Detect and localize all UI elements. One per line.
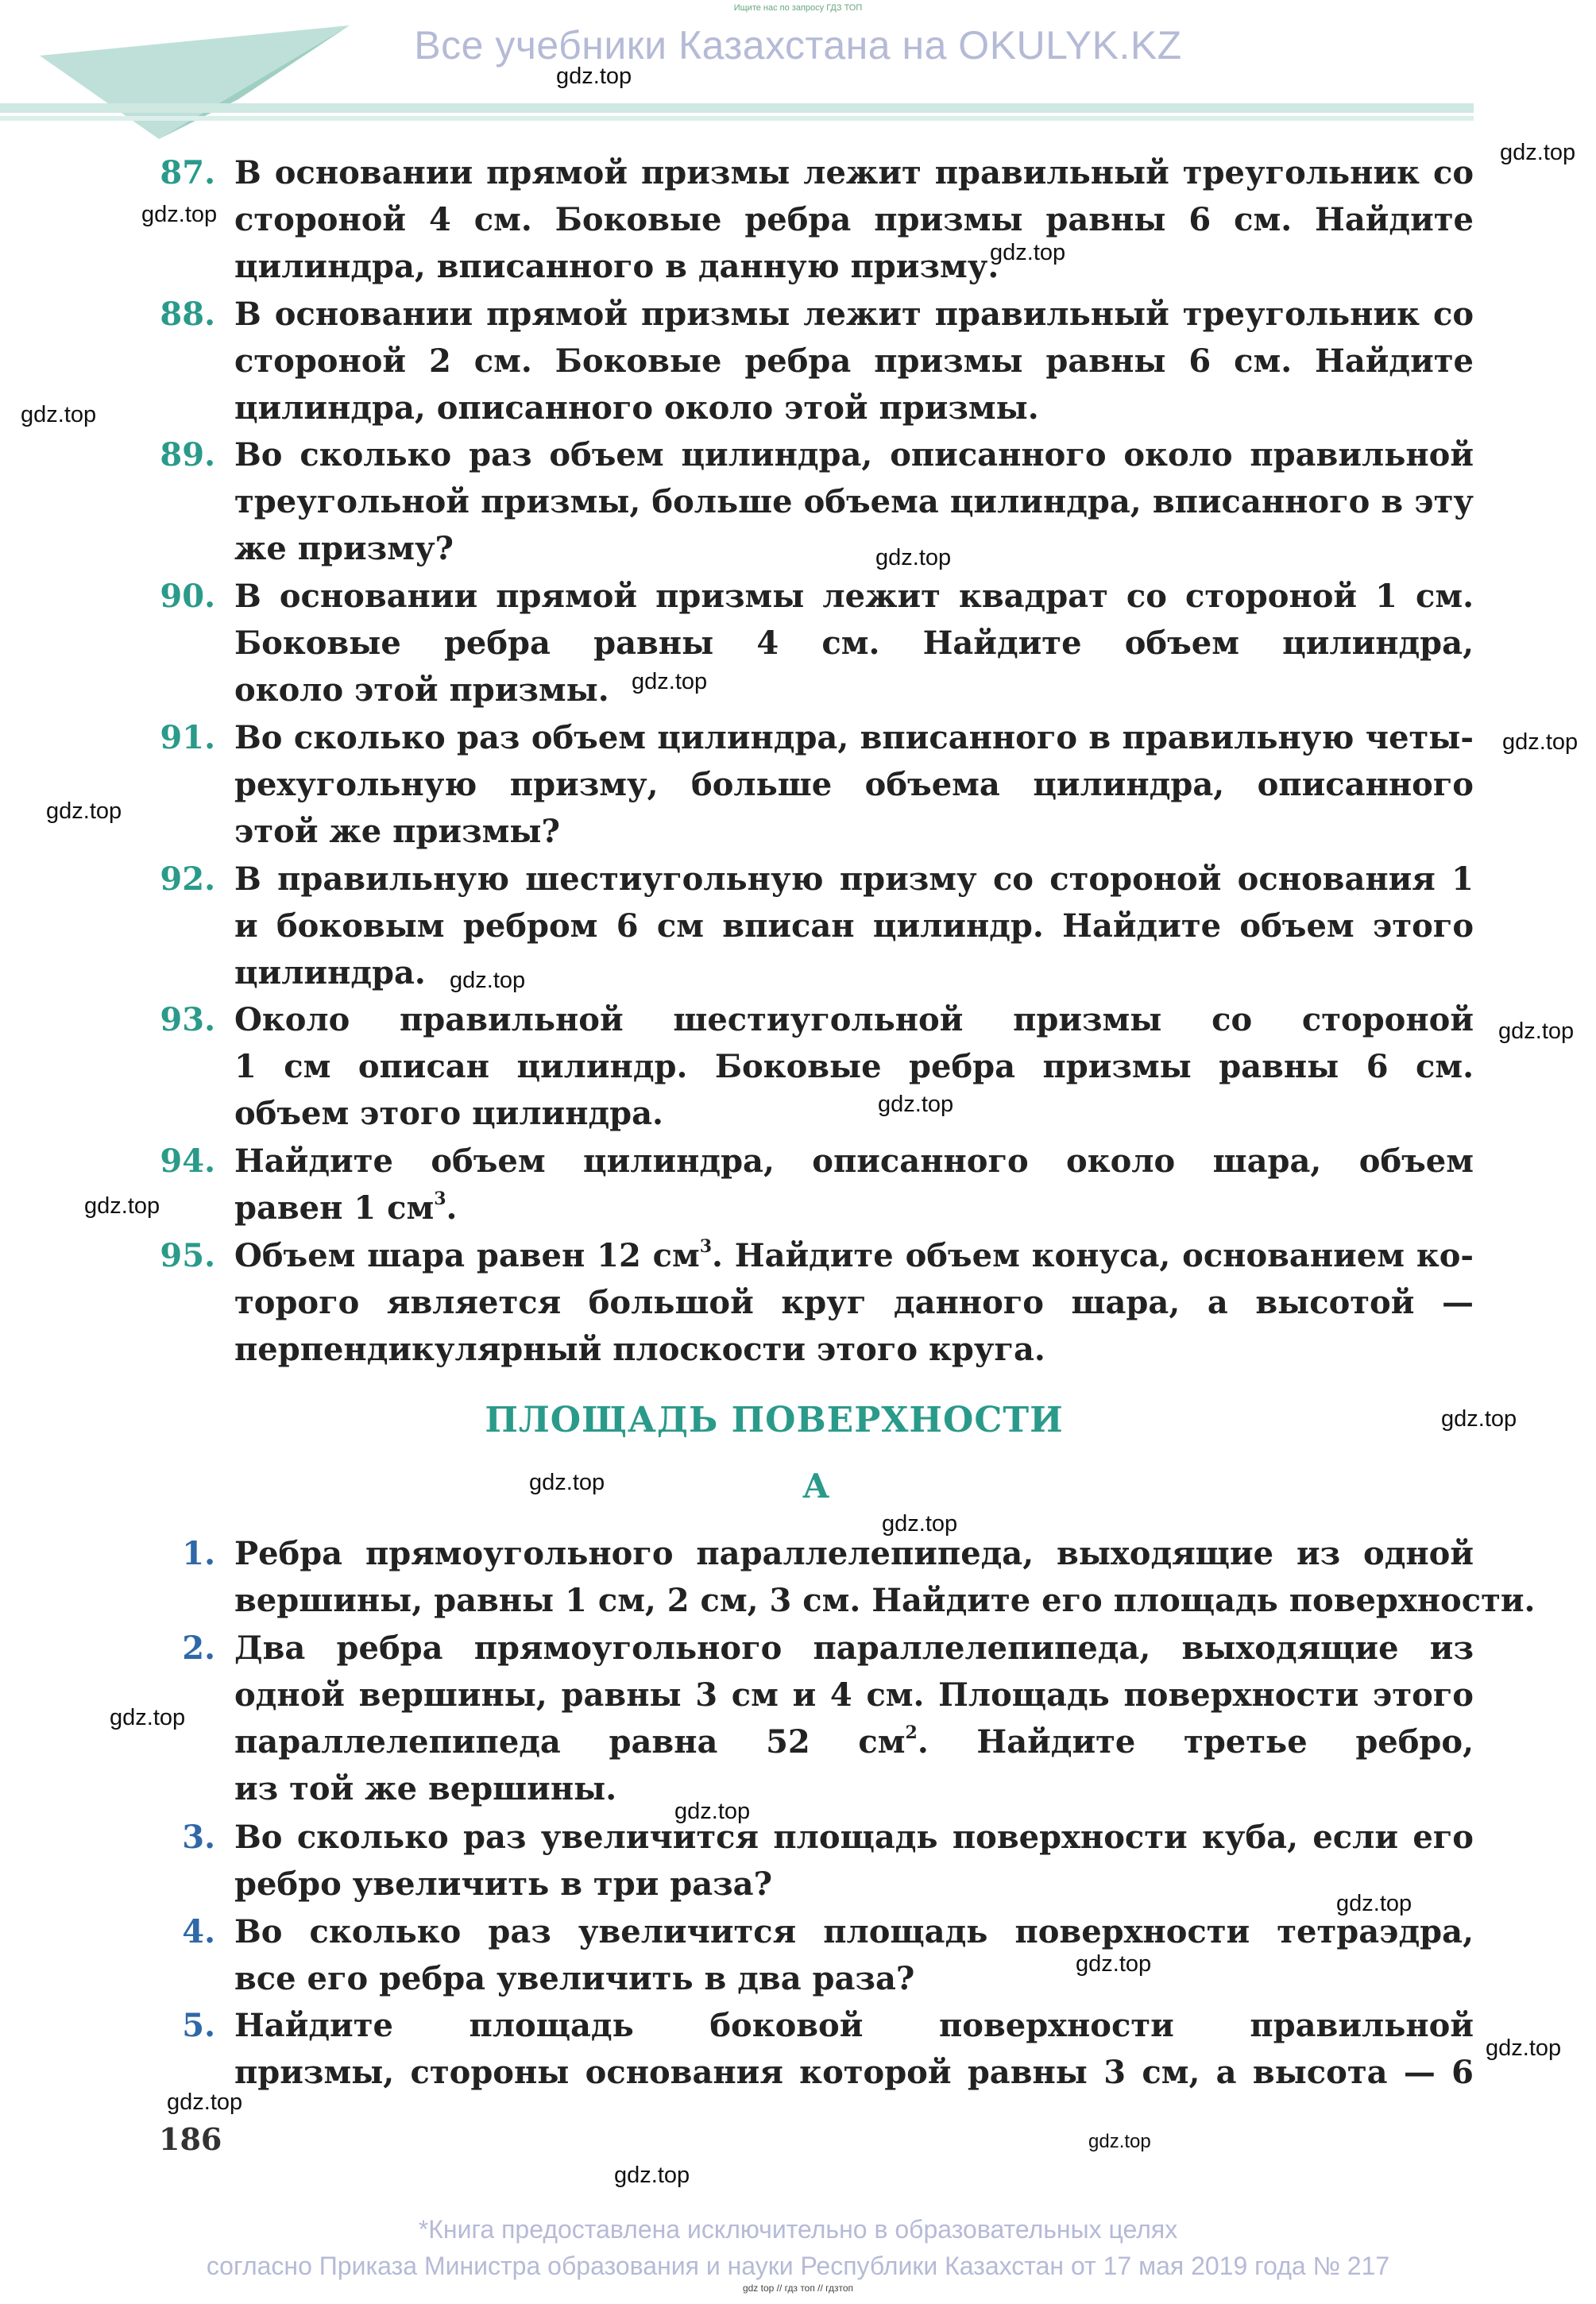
footer-line-1: *Книга предоставлена исключительно в образовательных целях <box>418 2215 1178 2244</box>
text-line: Во сколько раз объем цилиндра, описанного около правильной <box>234 436 1474 474</box>
problem-number: 94. <box>160 1142 215 1180</box>
problem-number: 92. <box>160 860 215 898</box>
problem-text <box>234 2002 1474 2096</box>
watermark: gdz.top <box>167 2089 243 2115</box>
problem-text <box>234 1908 1474 2002</box>
text-line: вершины, равны 1 см, 2 см, 3 см. Найдите его площадь поверхности. <box>234 1582 1536 1619</box>
problem-number: 89. <box>160 436 215 474</box>
problem-text <box>234 1530 1536 1624</box>
watermark: gdz.top <box>1088 2131 1151 2152</box>
problem-text <box>234 714 1474 855</box>
section-title: ПЛОЩАДЬ ПОВЕРХНОСТИ <box>485 1400 1064 1440</box>
problem-text <box>234 996 1474 1137</box>
problem-number: 2. <box>182 1629 215 1667</box>
text-fragment: . <box>446 1189 458 1227</box>
text-line <box>234 1232 1474 1279</box>
problem-text <box>234 573 1474 713</box>
watermark: gdz.top <box>110 1705 186 1730</box>
watermark: gdz.top <box>1486 2035 1562 2061</box>
watermark: gdz.top <box>1502 729 1579 755</box>
text-line: 1 см описан цилиндр. Боковые ребра призмы равны 6 см. <box>234 1048 1474 1085</box>
text-line: цилиндра. <box>234 954 426 992</box>
text-line: объем этого цилиндра. <box>234 1095 663 1132</box>
watermark: gdz.top <box>878 1092 954 1117</box>
watermark: gdz.top <box>1498 1019 1575 1044</box>
text-line: же призму? <box>234 530 454 567</box>
problem-number: 3. <box>182 1819 215 1856</box>
text-fragment: параллелепипеда равна 52 см <box>234 1723 906 1761</box>
problem-number: 87. <box>160 154 215 191</box>
problem-number: 93. <box>160 1001 215 1038</box>
problem-number: 91. <box>160 719 215 756</box>
watermark: gdz.top <box>84 1193 160 1219</box>
text-line: В основании прямой призмы лежит правильный треугольник со <box>234 296 1474 333</box>
header-band-top <box>0 103 1474 113</box>
problem-number: 95. <box>160 1237 215 1274</box>
text-line: рехугольную призму, больше объема цилиндра, описанного <box>234 766 1474 803</box>
superscript: 3 <box>699 1236 713 1258</box>
watermark: gdz.top <box>21 402 97 427</box>
text-line: все его ребра увеличить в два раза? <box>234 1960 915 1997</box>
problem-number: 1. <box>182 1535 215 1572</box>
page-number: 186 <box>159 2121 222 2157</box>
text-line: Найдите площадь боковой поверхности правильной <box>234 2007 1474 2044</box>
text-line: В правильную шестиугольную призму со стороной основания 1 <box>234 860 1474 898</box>
watermark: gdz.top <box>882 1511 958 1537</box>
section-level: А <box>802 1467 830 1506</box>
watermark: gdz.top <box>46 798 122 824</box>
text-line: ребро увеличить в три раза? <box>234 1865 773 1903</box>
text-line: одной вершины, равны 3 см и 4 см. Площадь поверхности этого <box>234 1676 1474 1714</box>
header-band-bottom <box>0 116 1474 121</box>
problem-number: 4. <box>182 1913 215 1950</box>
problem-text <box>234 149 1474 290</box>
problem-text <box>234 1814 1474 1908</box>
text-fragment: . Найдите объем конуса, основанием ко- <box>712 1237 1474 1274</box>
text-line: стороной 4 см. Боковые ребра призмы равны 6 см. Найдите <box>234 201 1474 238</box>
text-fragment: . Найдите третье ребро, <box>917 1723 1474 1761</box>
text-line: цилиндра, вписанного в данную призму. <box>234 248 999 285</box>
watermark: gdz.top <box>529 1470 605 1495</box>
superscript: 2 <box>905 1722 918 1744</box>
watermark: gdz.top <box>1076 1951 1152 1977</box>
watermark: gdz.top <box>141 202 218 227</box>
watermark: gdz.top <box>450 968 526 993</box>
text-line: Боковые ребра равны 4 см. Найдите объем цилиндра, <box>234 624 1474 662</box>
problem-text <box>234 291 1474 431</box>
footer-tiny: gdz top // гдз топ // гдзтоп <box>742 2283 854 2294</box>
problem-text <box>234 1232 1474 1373</box>
text-line: около этой призмы. <box>234 671 609 709</box>
text-line: стороной 2 см. Боковые ребра призмы равны 6 см. Найдите <box>234 342 1474 380</box>
watermark: gdz.top <box>990 240 1066 265</box>
text-line: В основании прямой призмы лежит квадрат со стороной 1 см. <box>234 578 1474 615</box>
problem-number: 90. <box>160 578 215 615</box>
text-line <box>234 1718 1474 1765</box>
text-line: призмы, стороны основания которой равны 3 см, а высота — 6 <box>234 2054 1474 2091</box>
site-title[interactable]: Все учебники Казахстана на OKULYK.KZ <box>414 23 1182 68</box>
watermark: gdz.top <box>875 545 952 570</box>
problem-number: 5. <box>182 2007 215 2044</box>
watermark: gdz.top <box>1500 140 1576 165</box>
superscript: 3 <box>434 1189 446 1210</box>
text-line: Во сколько раз объем цилиндра, вписанного в правильную четы- <box>234 719 1474 756</box>
problem-text <box>234 1625 1474 1812</box>
problem-text <box>234 856 1474 996</box>
text-fragment: Объем шара равен 12 см <box>234 1237 700 1274</box>
text-line: треугольной призмы, больше объема цилиндра, вписанного в эту <box>234 483 1474 520</box>
watermark: gdz.top <box>1336 1891 1412 1916</box>
watermark: gdz.top <box>632 669 708 694</box>
text-line: цилиндра, описанного около этой призмы. <box>234 389 1039 427</box>
text-line: и боковым ребром 6 см вписан цилиндр. Найдите объем этого <box>234 907 1474 945</box>
text-line: торого является большой круг данного шара, а высотой — <box>234 1284 1474 1321</box>
text-line: Около правильной шестиугольной призмы со стороной <box>234 1001 1474 1038</box>
problem-text <box>234 1138 1474 1231</box>
text-line: Во сколько раз увеличится площадь поверхности тетраэдра, <box>234 1913 1474 1950</box>
search-hint: Ищите нас по запросу ГДЗ ТОП <box>733 3 863 13</box>
problem-number: 88. <box>160 296 215 333</box>
watermark: gdz.top <box>1441 1406 1517 1432</box>
problem-text <box>234 431 1474 572</box>
text-fragment: равен 1 см <box>234 1189 435 1227</box>
watermark: gdz.top <box>674 1799 751 1824</box>
text-line: перпендикулярный плоскости этого круга. <box>234 1331 1045 1368</box>
text-line: В основании прямой призмы лежит правильный треугольник со <box>234 154 1474 191</box>
footer-line-2: согласно Приказа Министра образования и науки Республики Казахстан от 17 мая 2019 года № 217 <box>206 2252 1390 2280</box>
text-line: этой же призмы? <box>234 813 560 850</box>
text-line: Найдите объем цилиндра, описанного около шара, объем <box>234 1142 1474 1180</box>
text-line <box>234 1185 1474 1231</box>
text-line: Во сколько раз увеличится площадь поверхности куба, если его <box>234 1819 1474 1856</box>
text-line: Два ребра прямоугольного параллелепипеда, выходящие из <box>234 1629 1474 1667</box>
text-line: из той же вершины. <box>234 1770 617 1807</box>
watermark: gdz.top <box>556 64 632 89</box>
text-line: Ребра прямоугольного параллелепипеда, выходящие из одной <box>234 1535 1474 1572</box>
watermark: gdz.top <box>614 2163 690 2188</box>
